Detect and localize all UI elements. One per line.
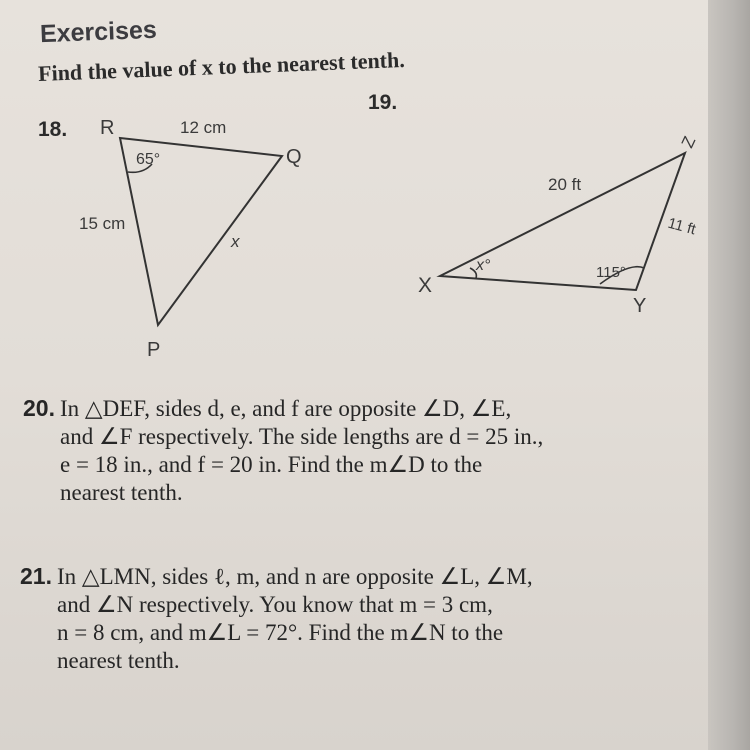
vertex-p-label: P bbox=[147, 339, 161, 361]
vertex-q-label: Q bbox=[286, 146, 302, 168]
exercise-20-line-2: and ∠F respectively. The side lengths are d = 25 in., bbox=[60, 424, 544, 449]
angle-x-label: x° bbox=[476, 257, 491, 274]
vertex-z-label: Z bbox=[677, 133, 700, 151]
vertex-y-label: Y bbox=[633, 295, 647, 317]
section-heading: Exercises bbox=[39, 15, 158, 49]
exercise-20-line-1 bbox=[23, 394, 700, 423]
triangle-rqp bbox=[79, 117, 302, 361]
exercise-20-line-3: e = 18 in., and f = 20 in. Find the m∠D to the bbox=[60, 452, 483, 477]
exercise-20 bbox=[23, 394, 700, 507]
vertex-x-label: X bbox=[418, 274, 433, 297]
instruction-text: Find the value of x to the nearest tenth. bbox=[37, 46, 406, 87]
exercise-21-number: 21. bbox=[20, 563, 52, 589]
exercise-21-line-4: nearest tenth. bbox=[57, 648, 180, 673]
angle-y-label: 115° bbox=[596, 264, 626, 281]
exercise-21-line-1 bbox=[20, 562, 697, 591]
problem-18-number: 18. bbox=[38, 118, 68, 141]
exercise-21-text-1: In △LMN, sides ℓ, m, and n are opposite ∠L, ∠M, bbox=[57, 564, 533, 589]
side-qp-label: x bbox=[231, 232, 240, 251]
side-yz-label: 11 ft bbox=[666, 214, 698, 239]
exercise-20-number: 20. bbox=[23, 395, 55, 421]
side-xz-label: 20 ft bbox=[548, 175, 582, 194]
vertex-r-label: R bbox=[100, 117, 115, 139]
exercise-21 bbox=[20, 562, 697, 675]
triangle-xyz bbox=[418, 133, 699, 317]
exercise-21-line-2: and ∠N respectively. You know that m = 3 cm, bbox=[57, 592, 493, 617]
exercise-20-line-4: nearest tenth. bbox=[60, 480, 183, 505]
problem-19-number: 19. bbox=[368, 91, 398, 114]
side-rp-label: 15 cm bbox=[79, 214, 126, 233]
side-rq-label: 12 cm bbox=[180, 118, 227, 137]
exercise-20-text-1: In △DEF, sides d, e, and f are opposite ∠D, ∠E, bbox=[60, 396, 512, 421]
angle-r-label: 65° bbox=[136, 151, 161, 168]
exercise-21-line-3: n = 8 cm, and m∠L = 72°. Find the m∠N to the bbox=[57, 620, 504, 645]
